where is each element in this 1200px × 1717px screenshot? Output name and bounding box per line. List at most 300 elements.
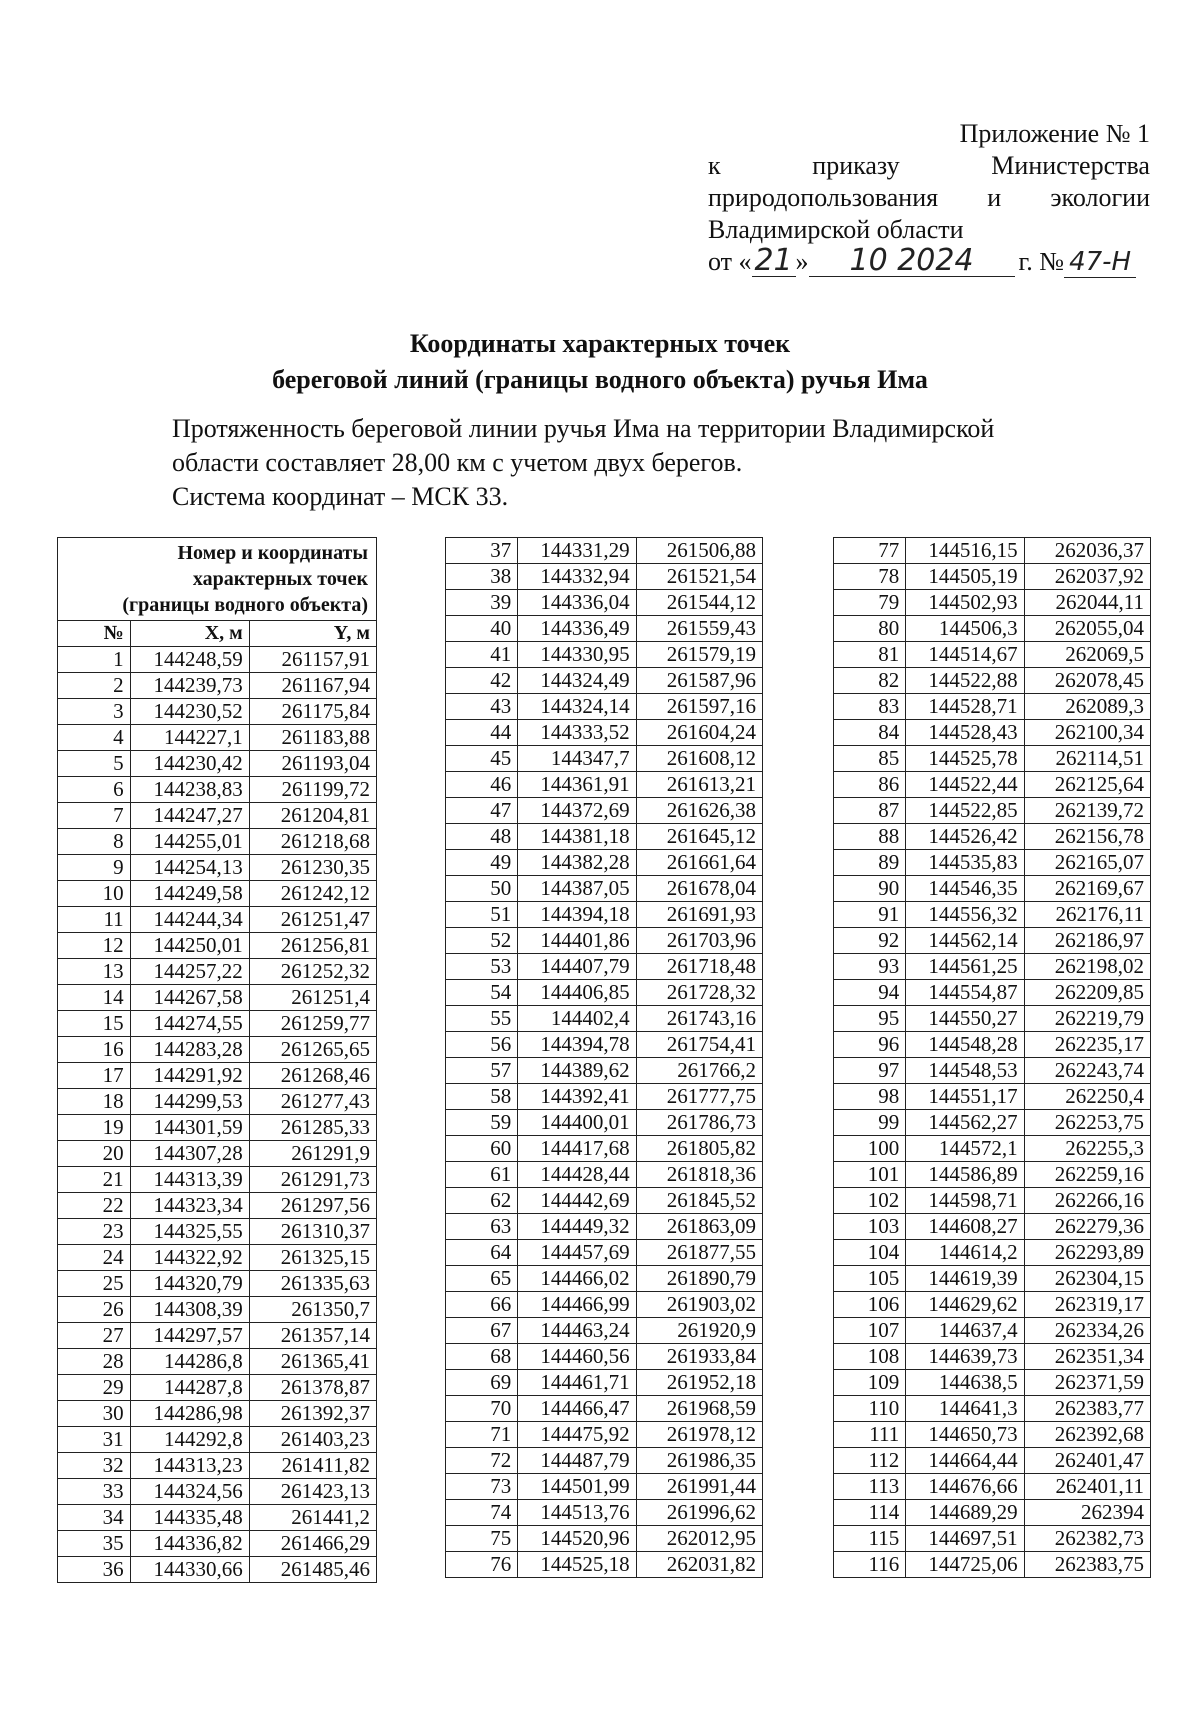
point-x: 144460,56 [518,1344,636,1370]
point-number: 85 [834,746,906,772]
table-row [58,698,377,724]
point-number: 21 [58,1166,131,1192]
point-number: 96 [834,1032,906,1058]
table-row [446,1422,763,1448]
point-x: 144230,42 [130,750,249,776]
table-row [58,1166,377,1192]
point-x: 144283,28 [130,1036,249,1062]
table-row [446,746,763,772]
table-row [834,1058,1151,1084]
point-number: 2 [58,672,131,698]
table-row [58,1400,377,1426]
point-y: 262176,11 [1024,902,1150,928]
point-x: 144299,53 [130,1088,249,1114]
point-y: 262186,97 [1024,928,1150,954]
table-row [834,1344,1151,1370]
point-x: 144320,79 [130,1270,249,1296]
table-row [58,1062,377,1088]
point-number: 66 [446,1292,518,1318]
point-number: 24 [58,1244,131,1270]
point-number: 13 [58,958,131,984]
table-row [834,538,1151,564]
point-y: 262382,73 [1024,1526,1150,1552]
point-y: 262279,36 [1024,1214,1150,1240]
point-number: 1 [58,646,131,672]
point-number: 47 [446,798,518,824]
point-number: 38 [446,564,518,590]
point-number: 108 [834,1344,906,1370]
point-x: 144239,73 [130,672,249,698]
table-row [446,538,763,564]
point-y: 261777,75 [636,1084,762,1110]
point-number: 37 [446,538,518,564]
point-x: 144522,88 [906,668,1024,694]
table-row [446,1162,763,1188]
table-row [58,724,377,750]
point-x: 144417,68 [518,1136,636,1162]
annex-block [708,118,1150,278]
point-y: 261933,84 [636,1344,762,1370]
point-x: 144402,4 [518,1006,636,1032]
point-y: 262293,89 [1024,1240,1150,1266]
table-row [58,1088,377,1114]
point-number: 101 [834,1162,906,1188]
point-x: 144292,8 [130,1426,249,1452]
point-x: 144556,32 [906,902,1024,928]
point-number: 4 [58,724,131,750]
point-number: 53 [446,954,518,980]
column-header-number: № [58,621,131,647]
table-row [834,1552,1151,1578]
point-number: 62 [446,1188,518,1214]
point-y: 262012,95 [636,1526,762,1552]
point-number: 76 [446,1552,518,1578]
table-row [58,1140,377,1166]
point-x: 144461,71 [518,1370,636,1396]
table-row [834,928,1151,954]
point-x: 144308,39 [130,1296,249,1322]
point-x: 144676,66 [906,1474,1024,1500]
point-x: 144286,8 [130,1348,249,1374]
point-x: 144250,01 [130,932,249,958]
point-number: 116 [834,1552,906,1578]
point-y: 261786,73 [636,1110,762,1136]
table-row [58,1374,377,1400]
point-y: 261718,48 [636,954,762,980]
point-x: 144238,83 [130,776,249,802]
point-number: 111 [834,1422,906,1448]
point-x: 144528,71 [906,694,1024,720]
point-y: 261559,43 [636,616,762,642]
point-x: 144516,15 [906,538,1024,564]
table-row [58,1114,377,1140]
table-row [834,980,1151,1006]
point-x: 144335,48 [130,1504,249,1530]
point-x: 144274,55 [130,1010,249,1036]
point-y: 261968,59 [636,1396,762,1422]
table-row [834,1396,1151,1422]
table-row [58,1010,377,1036]
point-number: 92 [834,928,906,954]
point-y: 262037,92 [1024,564,1150,590]
point-y: 261423,13 [249,1478,376,1504]
point-number: 64 [446,1240,518,1266]
point-y: 261613,21 [636,772,762,798]
point-x: 144297,57 [130,1322,249,1348]
table-row [834,668,1151,694]
point-number: 67 [446,1318,518,1344]
table-row [446,772,763,798]
point-y: 261230,35 [249,854,376,880]
point-x: 144725,06 [906,1552,1024,1578]
point-number: 51 [446,902,518,928]
point-y: 261754,41 [636,1032,762,1058]
handwritten-day: 21 [752,246,796,277]
point-y: 262255,3 [1024,1136,1150,1162]
point-number: 10 [58,880,131,906]
point-number: 80 [834,616,906,642]
point-number: 100 [834,1136,906,1162]
point-number: 6 [58,776,131,802]
table-row [446,1136,763,1162]
point-x: 144407,79 [518,954,636,980]
point-x: 144697,51 [906,1526,1024,1552]
table-row [834,1240,1151,1266]
point-number: 94 [834,980,906,1006]
point-x: 144401,86 [518,928,636,954]
intro-line-1: Протяженность береговой линии ручья Има на территории Владимирской [172,414,995,443]
table-row [446,1214,763,1240]
point-y: 261297,56 [249,1192,376,1218]
annex-word: приказу [812,151,900,180]
table-row [834,772,1151,798]
point-number: 19 [58,1114,131,1140]
point-y: 261978,12 [636,1422,762,1448]
point-x: 144639,73 [906,1344,1024,1370]
point-x: 144546,35 [906,876,1024,902]
table-row [834,1292,1151,1318]
point-x: 144428,44 [518,1162,636,1188]
table-row [834,1448,1151,1474]
point-y: 261265,65 [249,1036,376,1062]
point-x: 144525,78 [906,746,1024,772]
point-number: 46 [446,772,518,798]
annex-line-3 [708,182,1150,214]
point-number: 49 [446,850,518,876]
table-group-header-line: Номер и координаты [177,542,368,564]
annex-word: экологии [1050,183,1150,212]
point-number: 42 [446,668,518,694]
point-y: 261608,12 [636,746,762,772]
point-number: 102 [834,1188,906,1214]
point-x: 144505,19 [906,564,1024,590]
point-number: 83 [834,694,906,720]
point-x: 144333,52 [518,720,636,746]
table-row [834,1136,1151,1162]
point-y: 262169,67 [1024,876,1150,902]
table-row [58,1270,377,1296]
point-y: 261890,79 [636,1266,762,1292]
point-y: 261903,02 [636,1292,762,1318]
point-number: 73 [446,1474,518,1500]
point-number: 77 [834,538,906,564]
table-row [446,928,763,954]
point-x: 144608,27 [906,1214,1024,1240]
point-x: 144406,85 [518,980,636,1006]
point-y: 261678,04 [636,876,762,902]
point-y: 261252,32 [249,958,376,984]
annex-line-2 [708,150,1150,182]
table-row [446,902,763,928]
point-x: 144650,73 [906,1422,1024,1448]
coordinates-table-3 [833,537,1151,1578]
table-row [446,668,763,694]
title-line-1: Координаты характерных точек [409,329,791,358]
point-number: 81 [834,642,906,668]
number-prefix: г. № [1018,247,1065,276]
table-row [446,824,763,850]
point-x: 144619,39 [906,1266,1024,1292]
table-row [446,642,763,668]
point-y: 261728,32 [636,980,762,1006]
point-number: 3 [58,698,131,724]
point-x: 144689,29 [906,1500,1024,1526]
point-y: 261183,88 [249,724,376,750]
point-x: 144638,5 [906,1370,1024,1396]
intro-line-3: Система координат – МСК 33. [172,482,509,511]
point-x: 144466,47 [518,1396,636,1422]
point-number: 65 [446,1266,518,1292]
document-title [0,326,1200,398]
point-number: 59 [446,1110,518,1136]
point-y: 262078,45 [1024,668,1150,694]
point-y: 262334,26 [1024,1318,1150,1344]
table-row [834,824,1151,850]
point-y: 261335,63 [249,1270,376,1296]
point-x: 144330,95 [518,642,636,668]
point-y: 262235,17 [1024,1032,1150,1058]
point-y: 261251,47 [249,906,376,932]
point-number: 82 [834,668,906,694]
point-x: 144457,69 [518,1240,636,1266]
table-row [834,1110,1151,1136]
point-y: 262250,4 [1024,1084,1150,1110]
point-y: 262351,34 [1024,1344,1150,1370]
point-y: 262044,11 [1024,590,1150,616]
point-x: 144230,52 [130,698,249,724]
point-x: 144502,93 [906,590,1024,616]
point-number: 27 [58,1322,131,1348]
table-row [58,1296,377,1322]
table-row [446,1058,763,1084]
point-x: 144550,27 [906,1006,1024,1032]
point-x: 144361,91 [518,772,636,798]
point-x: 144394,78 [518,1032,636,1058]
point-number: 109 [834,1370,906,1396]
point-y: 261277,43 [249,1088,376,1114]
table-row [58,1192,377,1218]
table-row [58,958,377,984]
point-y: 261991,44 [636,1474,762,1500]
point-number: 63 [446,1214,518,1240]
title-line-2: береговой линий (границы водного объекта) ручья Има [272,365,928,394]
table-row [834,746,1151,772]
point-number: 112 [834,1448,906,1474]
point-y: 262139,72 [1024,798,1150,824]
point-x: 144561,25 [906,954,1024,980]
table-row [58,1036,377,1062]
point-number: 16 [58,1036,131,1062]
point-y: 262114,51 [1024,746,1150,772]
point-x: 144442,69 [518,1188,636,1214]
point-y: 261403,23 [249,1426,376,1452]
point-y: 261157,91 [249,646,376,672]
point-y: 262304,15 [1024,1266,1150,1292]
point-y: 261268,46 [249,1062,376,1088]
point-y: 262036,37 [1024,538,1150,564]
point-y: 261863,09 [636,1214,762,1240]
point-x: 144526,42 [906,824,1024,850]
point-x: 144535,83 [906,850,1024,876]
table-row [446,1292,763,1318]
point-x: 144400,01 [518,1110,636,1136]
table-row [834,642,1151,668]
point-x: 144336,82 [130,1530,249,1556]
point-y: 261626,38 [636,798,762,824]
point-y: 262069,5 [1024,642,1150,668]
point-number: 107 [834,1318,906,1344]
point-number: 56 [446,1032,518,1058]
point-number: 106 [834,1292,906,1318]
point-x: 144475,92 [518,1422,636,1448]
point-number: 60 [446,1136,518,1162]
point-number: 8 [58,828,131,854]
point-number: 20 [58,1140,131,1166]
table-row [834,1370,1151,1396]
point-x: 144255,01 [130,828,249,854]
table-row [834,1162,1151,1188]
table-row [446,694,763,720]
table-row [834,616,1151,642]
point-y: 261218,68 [249,828,376,854]
point-x: 144514,67 [906,642,1024,668]
point-x: 144301,59 [130,1114,249,1140]
point-y: 261587,96 [636,668,762,694]
table-row [58,1218,377,1244]
point-number: 87 [834,798,906,824]
point-y: 262198,02 [1024,954,1150,980]
point-y: 261691,93 [636,902,762,928]
table-row [58,802,377,828]
point-y: 262383,77 [1024,1396,1150,1422]
point-y: 261259,77 [249,1010,376,1036]
point-x: 144330,66 [130,1556,249,1582]
annex-date-line [708,243,1150,278]
annex-word: Министерства [991,151,1150,180]
point-y: 262031,82 [636,1552,762,1578]
point-x: 144324,56 [130,1478,249,1504]
point-y: 261251,4 [249,984,376,1010]
point-y: 261256,81 [249,932,376,958]
table-row [58,906,377,932]
point-y: 261845,52 [636,1188,762,1214]
table-row [834,1214,1151,1240]
annex-line-4: Владимирской области [708,215,964,244]
table-row [58,1348,377,1374]
annex-title: Приложение № 1 [959,119,1150,148]
point-number: 88 [834,824,906,850]
table-row [834,1188,1151,1214]
point-y: 261441,2 [249,1504,376,1530]
table-row [446,1318,763,1344]
table-body-3 [834,538,1151,1578]
point-number: 89 [834,850,906,876]
table-row [58,828,377,854]
point-y: 261877,55 [636,1240,762,1266]
point-x: 144336,04 [518,590,636,616]
point-x: 144387,05 [518,876,636,902]
point-x: 144394,18 [518,902,636,928]
point-y: 261920,9 [636,1318,762,1344]
point-x: 144324,49 [518,668,636,694]
table-row [834,694,1151,720]
point-y: 261365,41 [249,1348,376,1374]
table-row [58,1452,377,1478]
point-x: 144389,62 [518,1058,636,1084]
table-row [58,776,377,802]
point-x: 144331,29 [518,538,636,564]
point-x: 144267,58 [130,984,249,1010]
point-x: 144227,1 [130,724,249,750]
point-number: 113 [834,1474,906,1500]
point-x: 144513,76 [518,1500,636,1526]
point-x: 144586,89 [906,1162,1024,1188]
point-y: 261818,36 [636,1162,762,1188]
point-number: 75 [446,1526,518,1552]
point-number: 41 [446,642,518,668]
table-row [58,750,377,776]
point-y: 261325,15 [249,1244,376,1270]
table-row [446,798,763,824]
point-number: 25 [58,1270,131,1296]
table-group-header-line: характерных точек [192,568,368,590]
point-number: 45 [446,746,518,772]
point-y: 262371,59 [1024,1370,1150,1396]
point-number: 71 [446,1422,518,1448]
column-header-y: Y, м [249,621,376,647]
table-row [446,564,763,590]
table-row [834,902,1151,928]
point-number: 97 [834,1058,906,1084]
point-number: 70 [446,1396,518,1422]
point-y: 261291,73 [249,1166,376,1192]
point-x: 144336,49 [518,616,636,642]
point-number: 110 [834,1396,906,1422]
intro-line-2: области составляет 28,00 км с учетом двух берегов. [172,448,743,477]
point-number: 95 [834,1006,906,1032]
table-row [446,980,763,1006]
point-x: 144614,2 [906,1240,1024,1266]
table-row [834,798,1151,824]
point-x: 144247,27 [130,802,249,828]
annex-word: природопользования [708,183,939,212]
point-x: 144641,3 [906,1396,1024,1422]
point-number: 7 [58,802,131,828]
table-column-header-row [58,621,377,647]
coordinates-table-2 [445,537,763,1578]
table-group-header [58,538,377,621]
table-row [446,1396,763,1422]
